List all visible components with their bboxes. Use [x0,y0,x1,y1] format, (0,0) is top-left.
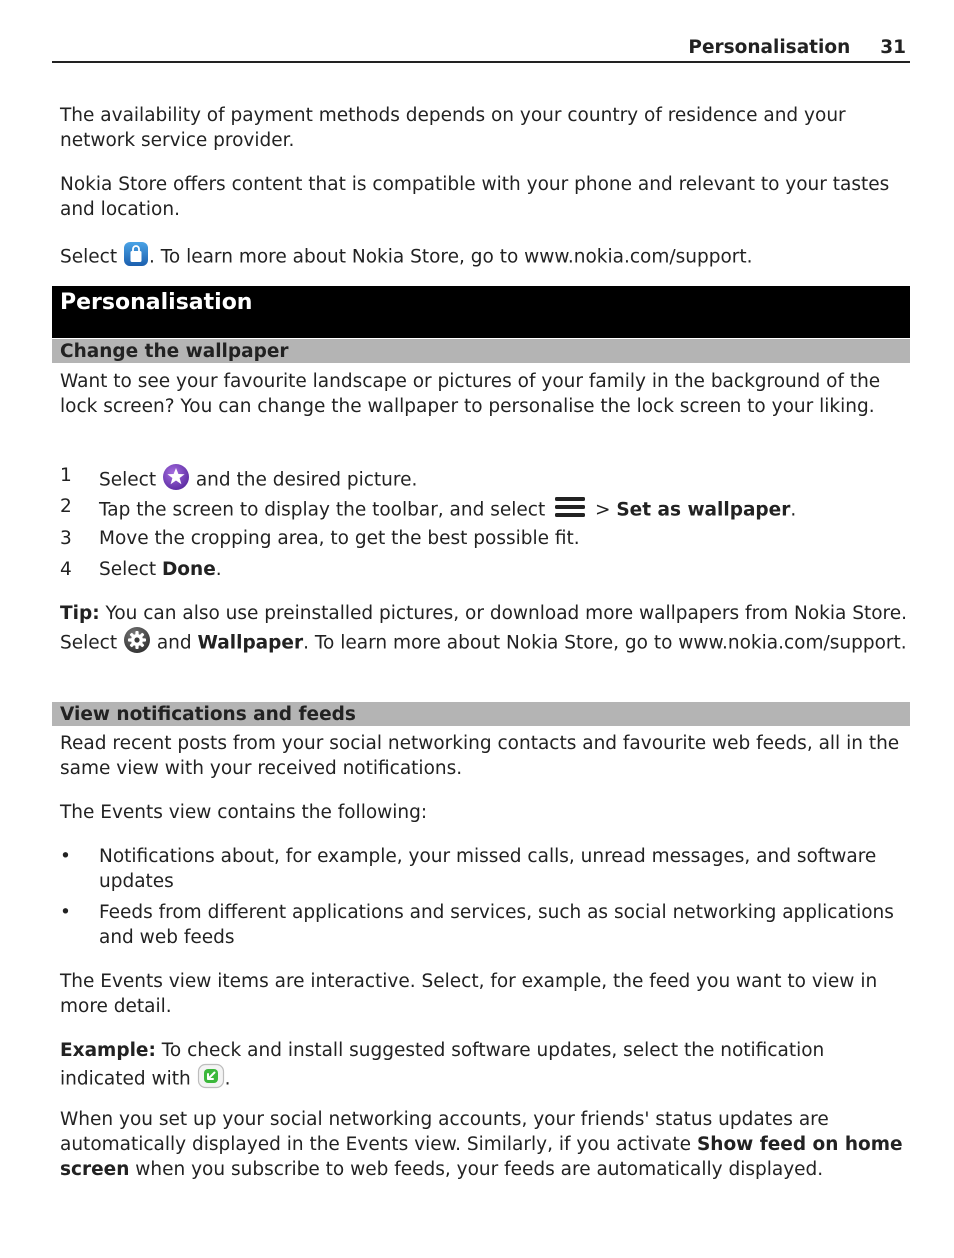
bullet-feeds: • Feeds from different applications and services, such as social networking applications and web feeds [60,902,894,948]
section-heading-personalisation: Personalisation [52,286,910,338]
payment-methods-paragraph: The availability of payment methods depends on your country of residence and your network service provider. [60,105,846,151]
set-as-wallpaper-label: Set as wallpaper [616,499,791,521]
events-view-contains-paragraph: The Events view contains the following: [60,802,428,823]
page-number: 31 [880,37,906,58]
photos-star-icon [162,463,190,498]
header-title: Personalisation [688,37,851,58]
example-paragraph: Example: To check and install suggested software updates, select the notification indicated with . [60,1038,910,1096]
step-2: 2 Tap the screen to display the toolbar, and select > Set as wallpaper. [60,494,910,527]
done-label: Done [161,559,216,580]
software-update-icon [197,1063,225,1096]
feeds-intro-paragraph: Read recent posts from your social networking contacts and favourite web feeds, all in the same view with your received notifications. [60,733,900,779]
settings-gear-icon [123,626,151,661]
social-networking-paragraph: When you set up your social networking accounts, your friends' status updates are automatically displayed in the Events view. Similarly, if you activate Show feed on home screen when you subscribe to web feeds, your feeds are automatically displayed. [60,1109,903,1180]
wallpaper-intro-paragraph: Want to see your favourite landscape or pictures of your family in the background of the lock screen? You can change the wallpaper to personalise the lock screen to your liking. [60,371,881,417]
select-store-paragraph: Select . To learn more about Nokia Store, go to www.nokia.com/support. [60,241,910,274]
show-feed-on-home-screen-label: Show feed on home screen [60,1134,903,1180]
interactive-items-paragraph: The Events view items are interactive. Select, for example, the feed you want to view in more detail. [60,971,878,1017]
page-header [52,36,910,63]
wallpaper-tip-paragraph: Tip: You can also use preinstalled pictures, or download more wallpapers from Nokia Store. Select and Wallpaper. To learn more about Nokia Store, go to www.nokia.com/support. [60,601,910,661]
bullet-notifications: • Notifications about, for example, your missed calls, unread messages, and software updates [60,846,877,892]
step-4: 4 Select Done. [60,559,222,580]
store-bag-icon [123,241,149,274]
subheading-view-notifications: View notifications and feeds [52,702,910,726]
subheading-change-wallpaper: Change the wallpaper [52,339,910,363]
nokia-store-paragraph: Nokia Store offers content that is compatible with your phone and relevant to your tastes and location. [60,174,890,220]
step-1: 1 Select and the desired picture. [60,463,910,498]
wallpaper-label: Wallpaper [197,632,304,654]
menu-lines-icon [551,494,589,527]
step-3: 3 Move the cropping area, to get the best possible fit. [60,528,580,549]
